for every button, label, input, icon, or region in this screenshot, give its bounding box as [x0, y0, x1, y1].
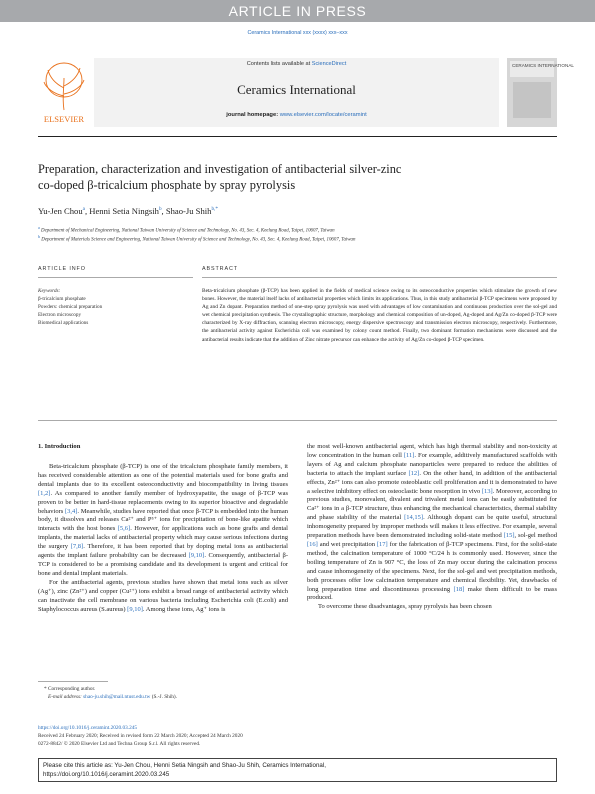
citation-ref[interactable]: [14,15] [404, 514, 424, 522]
citation-ref[interactable]: [9,10] [127, 605, 143, 613]
article-info-heading: ARTICLE INFO [38, 266, 86, 272]
citation-ref[interactable]: [1,2] [38, 489, 51, 497]
journal-name: Ceramics International [237, 82, 356, 97]
citation-ref[interactable]: [13] [481, 487, 493, 495]
affiliation [38, 225, 335, 234]
journal-header [38, 58, 574, 131]
paragraph: To overcome these disadvantages, spray pyrolysis has been chosen [318, 603, 492, 611]
author-name[interactable]: Shao-Ju Shih [165, 206, 212, 216]
corresponding-author-note: * Corresponding author. [44, 686, 96, 692]
keyword: Biomedical applications [38, 320, 89, 326]
abstract-heading: ABSTRACT [202, 266, 238, 272]
citation-ref[interactable]: [17] [376, 540, 388, 548]
keyword: Electron microscopy [38, 312, 82, 318]
citation-ref[interactable]: [16] [307, 540, 318, 548]
article-in-press-banner: ARTICLE IN PRESS [0, 0, 595, 22]
introduction-heading: 1. Introduction [38, 443, 81, 450]
cover-title: CERAMICS INTERNATIONAL [512, 63, 574, 68]
author-affiliation-marker[interactable]: b [158, 206, 162, 213]
keyword: Powders: chemical preparation [38, 304, 103, 310]
journal-cover-thumbnail [507, 58, 574, 127]
author-affiliation-marker[interactable]: b,* [211, 206, 218, 213]
journal-citation-link[interactable]: Ceramics International xxx (xxxx) xxx–xxx [247, 30, 348, 36]
citation-ref[interactable]: [11] [403, 451, 415, 459]
elsevier-wordmark: ELSEVIER [43, 114, 85, 124]
right-column [307, 443, 557, 612]
author-name[interactable]: Yu-Jen Chou [38, 206, 83, 216]
copyright-notice: 0272-8842/ © 2020 Elsevier Ltd and Techna Group S.r.l. All rights reserved. [38, 740, 201, 747]
affiliation-text: Department of Mechanical Engineering, National Taiwan University of Science and Technology, No. 43, Sec. 4, Keelung Road, Taipei, 10607, Taiwan [41, 228, 335, 234]
citation-ref[interactable]: [9,10] [188, 552, 205, 560]
elsevier-logo [38, 58, 90, 127]
citation-ref[interactable]: [3,4] [64, 507, 78, 515]
email-label: E-mail address: [48, 694, 84, 700]
citation-ref[interactable]: [15] [503, 532, 515, 540]
contents-line [94, 61, 499, 67]
abstract-text: Beta-tricalcium phosphate (β-TCP) has been applied in the fields of medical science owing to its osteoconductive properties which stimulate the growth of new bones. However, the material itself lacks of antibacterial properties which limits its applications. Thus, in this study antibacterial β-TCP specimens were proposed by Ag and Zn dopant. Preparation method of one-step spray pyrolysis was used with advantages of low contamination and continuous production over the sol-gel and wet chemical precipitation synthesis. The crystallographic structure, morphology and chemical composition of un-doped, Ag-doped and Ag/Zn co-doped β-TCP were characterized by X-ray diffraction, scanning electron microscopy, energy dispersive spectroscopy and transmission electron microscopy, respectively. Furthermore, the antibacterial activity against Escherichia coli was examined by colony count method. Finally, two dominant formation mechanisms were discussed and the antibacterial results indicate that the addition of Zinc nitrate precursor can enhance the activity of Ag/Zn co-doped β-TCP specimen. [202, 288, 557, 343]
title-line-2: co-doped β-tricalcium phosphate by spray pyrolysis [38, 177, 296, 192]
citation-ref[interactable]: [7,8] [70, 543, 84, 551]
article-title [38, 162, 557, 193]
affiliation-marker: b [38, 234, 41, 239]
left-column [38, 463, 288, 614]
author-list: Yu-Jen Chou$^a$, Henni Setia Ningsih$^b$, Shao-Ju Shih$^{b,*}$ [38, 206, 218, 216]
author-email-link[interactable]: shao-ju.shih@mail.ntust.edu.tw [83, 694, 151, 700]
email-footnote [48, 694, 177, 700]
keyword: β-tricalcium phosphate [38, 296, 86, 302]
homepage-line [94, 112, 499, 118]
contents-prefix: Contents lists available at [246, 61, 312, 67]
journal-info-box [94, 58, 499, 127]
paragraph: For the antibacterial agents, previous studies have shown that metal ions such as silver (Ag⁺), zinc (Zn²⁺) and copper (Cu²⁺) ions exhibit a broad range of antibacterial activity which can inactivate the cell membrane on various bacteria including Escherichia coli (E.coli) and Staphylococcus aureus (S.aureus) [9,10]. Among these ions, Ag⁺ ions is [38, 578, 288, 613]
citation-ref[interactable]: [18] [453, 585, 465, 593]
paragraph: Beta-tricalcium phosphate (β-TCP) is one of the tricalcium phosphate family members, it has received considerable attention as one of the potential materials used for bone grafts and dental implants due to its excellent osteoconductivity and biocompatibility in living tissues [1,2]. As compared to another family member of hydroxyapatite, the usage of β-TCP was proven to be better in hard-tissue replacements owing to its superior bioactive and degradable behaviors [3,4]. Meanwhile, studies have reported that once β-TCP is embedded into the human body, it dissolves and releases Ca²⁺ and P⁵⁺ ions for precipitation of bone-like apatite which interacts with the host bones [5,6]. However, for applications such as bone grafts and dental implants, the material lacks of antibacterial property which may cause serious infections during the surgery [7,8]. Therefore, it has been reported that by doping metal ions as antibacterial agents the implant failure probability can be decreased [9,10]. Consequently, antibacterial β-TCP is considered to be a promising candidate and its development is urgent and critical for bone and dental implant materials. [38, 463, 288, 577]
paragraph: the most well-known antibacterial agent, which has high thermal stability and non-toxicity at low concentration in the human cell [11]. For example, additively manufactured scaffolds with layers of Ag and calcium phosphate nanoparticles were prepared to reduce the abilities of bacteria to attach the implant surface [12]. On the other hand, in addition of the antibacterial effects, Zn²⁺ ions can also promote osteoblastic cell proliferation and it is demonstrated to have a selective inhibitory effect on osteoclastic bone resorption in vivo [13]. Moreover, according to previous studies, monovalent, divalent and trivalent metal ions can be easily substituted for Ca²⁺ ions in a β-TCP structure, thus enhancing the mechanical characteristics, thermal stability and phase stability of the material [14,15]. Although dopant can be quite useful, structural inhomogeneity prepared by improper methods will makes it less effective. For example, several preparation methods have been demonstrated including solid-state method [15], sol-gel method [16] and wet precipitation [17] for the fabrication of β-TCP specimens. First, for the solid-state method, the calcination temperature of 1000 °C/24 h is commonly used. However, since the boiling temperature of Zn is 907 °C, the loss of Zn may occur during the calcination process and cause inhomogeneity of the specimens. Next, for the sol-gel and wet precipitation methods, both processes offer low calcination temperature and chemical flexibility. Yet, drawbacks of long preparation time and discontinuous processing [18] make them difficult to be mass produced. [307, 443, 557, 602]
citation-ref[interactable]: [5,6] [117, 525, 131, 533]
title-line-1: Preparation, characterization and investigation of antibacterial silver-zinc [38, 162, 402, 176]
affiliation-text: Department of Materials Science and Engineering, National Taiwan University of Science and Technology, No. 43, Sec. 4, Keelung Road, Taipei, 10607, Taiwan [41, 237, 356, 243]
sciencedirect-link[interactable]: ScienceDirect [311, 61, 347, 67]
footnote-rule [38, 681, 108, 682]
abstract-rule [202, 277, 557, 278]
citation-ref[interactable]: [12] [408, 469, 420, 477]
please-cite-doi[interactable]: https://doi.org/10.1016/j.ceramint.2020.03.245 [43, 771, 170, 778]
received-dates: Received 24 February 2020; Received in revised form 22 March 2020; Accepted 24 March 2020 [38, 732, 243, 739]
homepage-link[interactable]: www.elsevier.com/locate/ceramint [279, 112, 367, 118]
abstract-end-rule [38, 420, 557, 421]
article-metadata [38, 725, 243, 748]
author-name[interactable]: Henni Setia Ningsih [89, 206, 159, 216]
header-rule [38, 136, 557, 137]
author-affiliation-marker[interactable]: a [82, 206, 85, 213]
please-cite-box [38, 758, 557, 782]
article-info-rule [38, 277, 193, 278]
email-suffix: (S.-J. Shih). [150, 694, 178, 700]
please-cite-text: Please cite this article as: Yu-Jen Chou, Henni Setia Ningsih and Shao-Ju Shih, Ceramics International, [43, 762, 326, 769]
affiliation-marker: a [38, 225, 40, 230]
doi-link[interactable]: https://doi.org/10.1016/j.ceramint.2020.03.245 [38, 725, 138, 731]
keywords-label: Keywords: [38, 288, 61, 294]
homepage-prefix: journal homepage: [226, 112, 280, 118]
affiliation [38, 234, 355, 243]
